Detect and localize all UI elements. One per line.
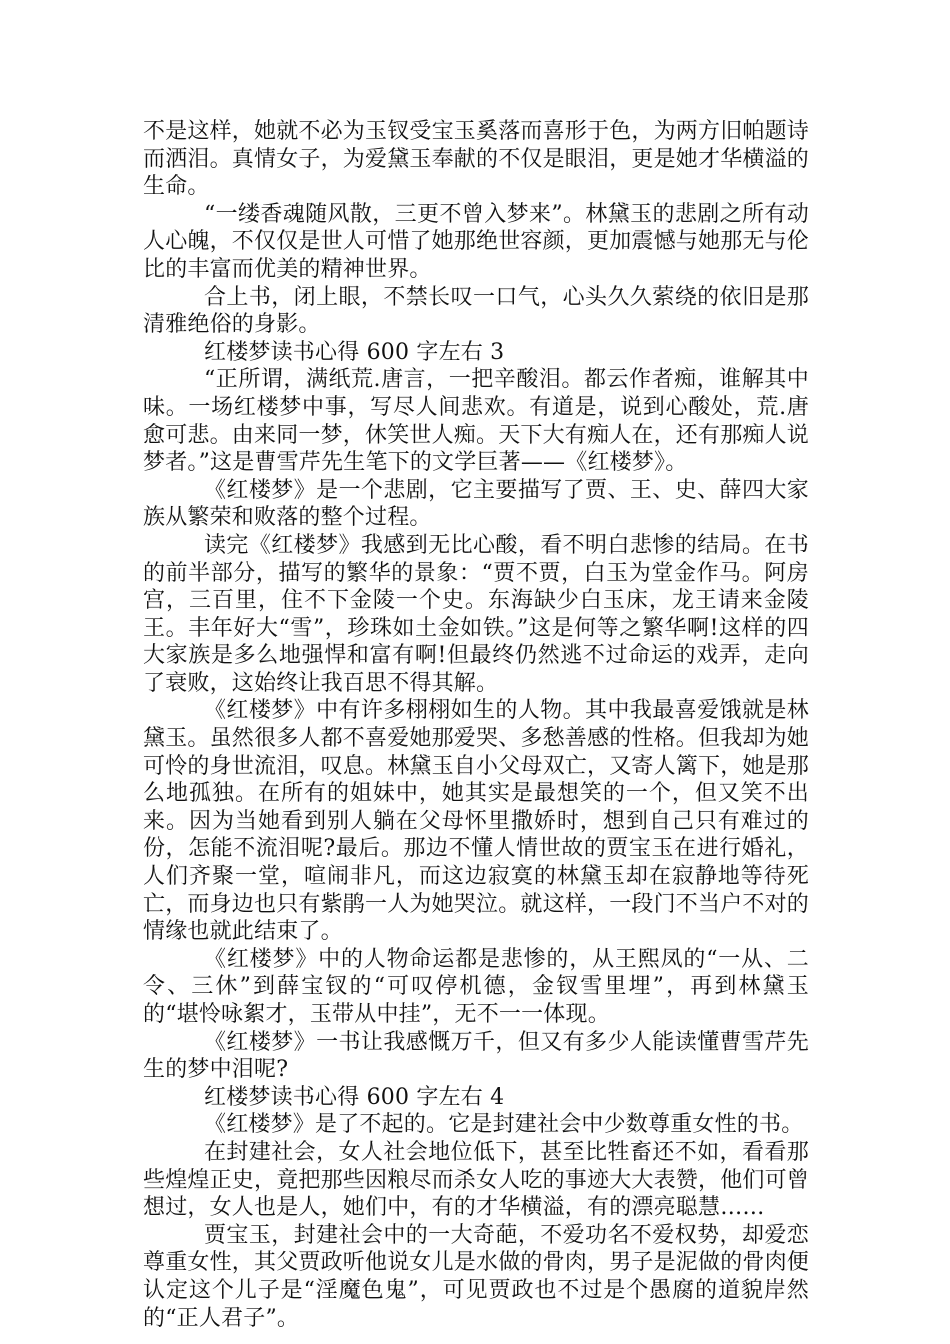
paragraph: 贾宝玉，封建社会中的一大奇葩，不爱功名不爱权势，却爱恋尊重女性，其父贾政听他说女儿是水做的骨肉，男子是泥做的骨肉便认定这个儿子是“淫魔色鬼”，可见贾政也不过是个愚腐的道貌岸然的“正人君子”。 [143, 1222, 810, 1331]
section-heading: 红楼梦读书心得 600 字左右 4 [204, 1084, 505, 1110]
paragraph: 《红楼梦》中有许多栩栩如生的人物。其中我最喜爱饿就是林黛玉。虽然很多人都不喜爱她那爱哭、多愁善感的性格。但我却为她可怜的身世流泪，叹息。林黛玉自小父母双亡，又寄人篱下，她是那么地孤独。在所有的姐妹中，她其实是最想笑的一个，但又笑不出来。因为当她看到别人躺在父母怀里撒娇时，想到自己只有难过的份，怎能不流泪呢?最后。那边不懂人情世故的贾宝玉在进行婚礼，人们齐聚一堂，喧闹非凡，而这边寂寞的林黛玉却在寂静地等待死亡，而身边也只有紫鹃一人为她哭泣。就这样，一段门不当户不对的情缘也就此结束了。 [143, 698, 810, 945]
paragraph: 《红楼梦》是了不起的。它是封建社会中少数尊重女性的书。 [204, 1112, 804, 1138]
paragraph: 在封建社会，女人社会地位低下，甚至比牲畜还不如，看看那些煌煌正史，竟把那些因粮尽而杀女人吃的事迹大大表赞，他们可曾想过，女人也是人，她们中，有的才华横溢，有的漂亮聪慧…… [143, 1139, 810, 1221]
paragraph: “一缕香魂随风散，三更不曾入梦来”。林黛玉的悲剧之所有动人心魄，不仅仅是世人可惜了她那绝世容颜，更加震憾与她那无与伦比的丰富而优美的精神世界。 [143, 201, 810, 282]
section-heading: 红楼梦读书心得 600 字左右 3 [204, 339, 505, 365]
paragraph: 不是这样，她就不必为玉钗受宝玉奚落而喜形于色，为两方旧帕题诗而洒泪。真情女子，为爱黛玉奉献的不仅是眼泪，更是她才华横溢的生命。 [143, 119, 810, 200]
paragraph: 《红楼梦》是一个悲剧，它主要描写了贾、王、史、薛四大家族从繁荣和败落的整个过程。 [143, 477, 809, 531]
paragraph: 读完《红楼梦》我感到无比心酸，看不明白悲惨的结局。在书的前半部分，描写的繁华的景象：“贾不贾，白玉为堂金作马。阿房宫，三百里，住不下金陵一个史。东海缺少白玉床，龙王请来金陵王。丰年好大“雪”，珍珠如土金如铁。”这是何等之繁华啊!这样的四大家族是多么地强悍和富有啊!但最终仍然逃不过命运的戏弄，走向了衰败，这始终让我百思不得其解。 [143, 532, 809, 696]
paragraph: 《红楼梦》一书让我感慨万千，但又有多少人能读懂曹雪芹先生的梦中泪呢? [143, 1029, 809, 1083]
paragraph: 合上书，闭上眼，不禁长叹一口气，心头久久萦绕的依旧是那清雅绝俗的身影。 [143, 284, 809, 338]
document-page [143, 118, 809, 1332]
paragraph: 《红楼梦》中的人物命运都是悲惨的，从王熙凤的“一从、二令、三休”到薛宝钗的“可叹停机德，金钗雪里埋”，再到林黛玉的“堪怜咏絮才，玉带从中挂”，无不一一体现。 [143, 946, 809, 1027]
paragraph: “正所谓，满纸荒.唐言，一把辛酸泪。都云作者痴，谁解其中味。一场红楼梦中事，写尽人间悲欢。有道是，说到心酸处，荒.唐愈可悲。由来同一梦，休笑世人痴。天下大有痴人在，还有那痴人说梦者。”这是曹雪芹先生笔下的文学巨著——《红楼梦》。 [143, 367, 810, 476]
